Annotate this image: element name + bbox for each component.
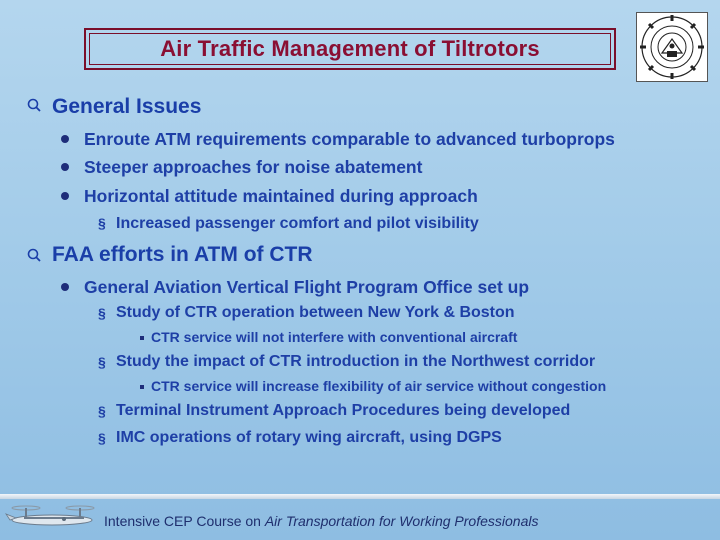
bullet-dot-icon xyxy=(61,135,69,143)
section-sign-icon: § xyxy=(98,430,106,446)
institute-seal-icon xyxy=(636,12,708,82)
sub-list-item: Study the impact of CTR introduction in the Northwest corridor xyxy=(116,353,596,370)
sub-list-item: IMC operations of rotary wing aircraft, using DGPS xyxy=(116,429,502,446)
bullet-square-icon xyxy=(140,385,144,389)
section-sign-icon: § xyxy=(98,215,106,231)
bullet-dot-icon xyxy=(61,163,69,171)
list-item: Steeper approaches for noise abatement xyxy=(84,157,423,177)
section-sign-icon: § xyxy=(98,403,106,419)
footer-course-name: Air Transportation for Working Professionals xyxy=(264,513,539,529)
section-bullet-icon xyxy=(27,98,41,112)
bullet-dot-icon xyxy=(61,283,69,291)
section-sign-icon: § xyxy=(98,305,106,321)
sub-list-item: Increased passenger comfort and pilot visibility xyxy=(116,215,479,232)
footer-caption xyxy=(104,513,538,529)
footer-divider xyxy=(0,494,720,499)
section-heading: FAA efforts in ATM of CTR xyxy=(52,243,313,266)
section-sign-icon: § xyxy=(98,354,106,370)
tiltrotor-aircraft-icon xyxy=(4,494,100,540)
section-heading: General Issues xyxy=(52,95,202,118)
bullet-square-icon xyxy=(140,336,144,340)
list-item: General Aviation Vertical Flight Program Office set up xyxy=(84,277,530,297)
sub-sub-list-item: CTR service will not interfere with conventional aircraft xyxy=(151,329,518,345)
slide-title: Air Traffic Management of Tiltrotors xyxy=(160,36,540,61)
bullet-dot-icon xyxy=(61,192,69,200)
list-item: Enroute ATM requirements comparable to advanced turboprops xyxy=(84,129,615,149)
title-box xyxy=(84,28,616,70)
section-bullet-icon xyxy=(27,248,41,262)
sub-sub-list-item: CTR service will increase flexibility of air service without congestion xyxy=(151,378,607,394)
list-item: Horizontal attitude maintained during approach xyxy=(84,186,478,206)
footer-prefix: Intensive CEP Course on xyxy=(104,513,265,529)
sub-list-item: Study of CTR operation between New York & Boston xyxy=(116,304,515,321)
sub-list-item: Terminal Instrument Approach Procedures being developed xyxy=(116,402,571,419)
